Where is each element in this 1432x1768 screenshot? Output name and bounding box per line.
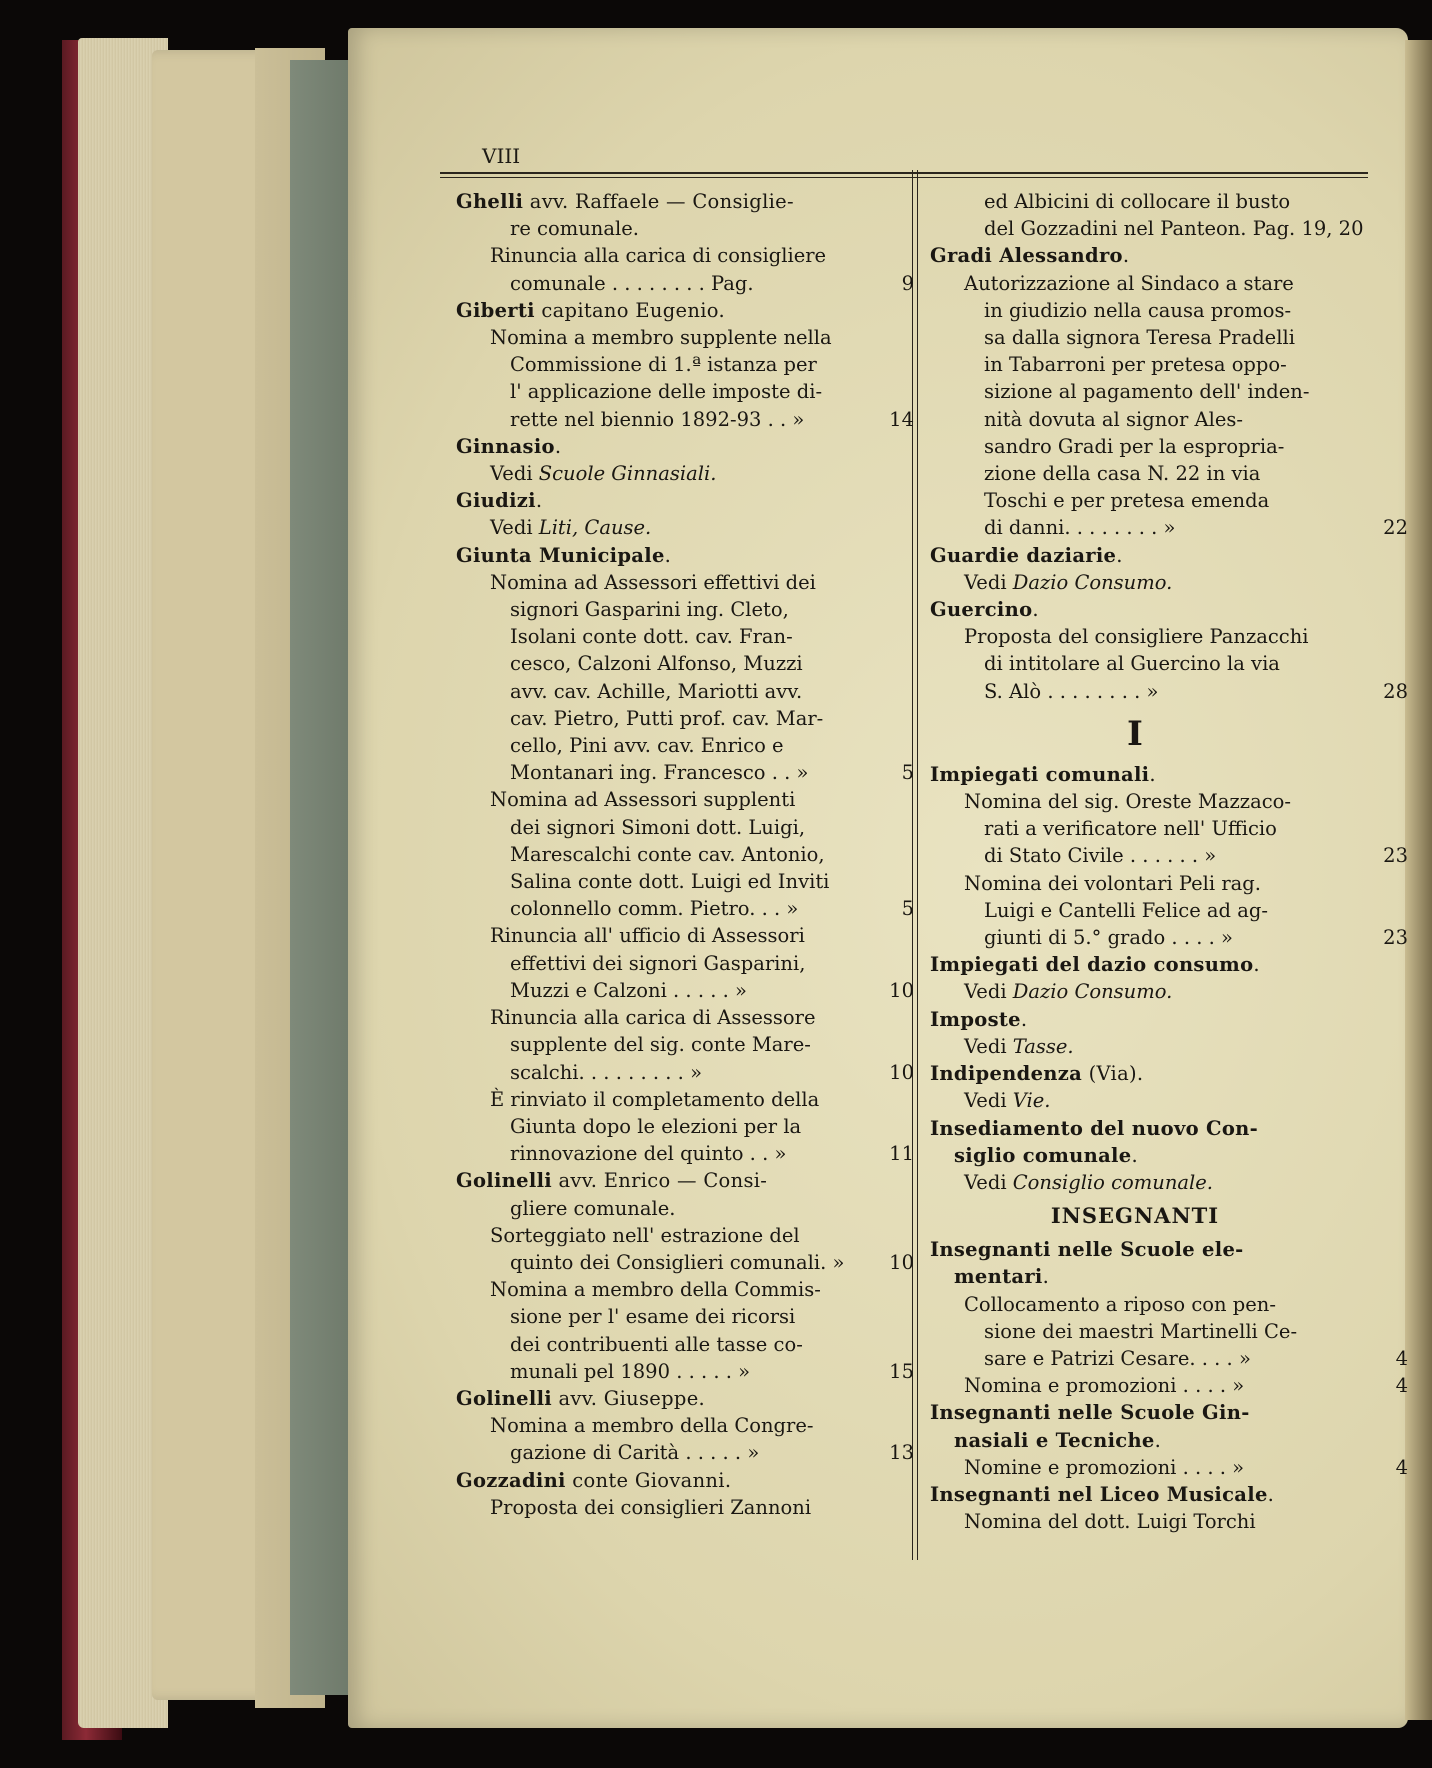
index-continuation xyxy=(930,406,1380,433)
index-entry-heading xyxy=(456,188,906,215)
index-continuation xyxy=(456,351,906,378)
entry-name: Gozzadini xyxy=(456,1468,566,1492)
index-continuation xyxy=(930,514,1408,541)
index-continuation xyxy=(456,732,906,759)
entry-text: cesco, Calzoni Alfonso, Muzzi xyxy=(510,652,803,676)
entry-qualifier: . xyxy=(1032,598,1039,622)
entry-text: rette nel biennio 1892-93 . . » xyxy=(510,407,805,431)
index-subentry xyxy=(930,788,1380,815)
index-subentry xyxy=(930,623,1380,650)
entry-text: ed Albicini di collocare il busto xyxy=(984,190,1291,213)
index-continuation xyxy=(456,977,914,1004)
entry-text: zione della casa N. 22 in via xyxy=(984,462,1261,486)
entry-text: Proposta dei consiglieri Zannoni xyxy=(490,1495,812,1519)
index-continuation xyxy=(456,814,906,841)
page-reference: 14 xyxy=(889,407,914,431)
entry-text: dei signori Simoni dott. Luigi, xyxy=(510,815,806,839)
index-continuation xyxy=(456,215,906,242)
entry-text: in Tabarroni per pretesa oppo- xyxy=(984,353,1287,377)
index-entry-heading xyxy=(930,1399,1380,1426)
entry-name: Insegnanti nelle Scuole Gin- xyxy=(930,1401,1250,1425)
entry-text: l' applicazione delle imposte di- xyxy=(510,380,823,404)
entry-qualifier: . xyxy=(1122,244,1130,268)
entry-text: re comunale. xyxy=(510,217,639,241)
entry-text: Nomina ad Assessori effettivi dei xyxy=(490,570,816,594)
index-continuation xyxy=(456,895,914,922)
index-entry-heading xyxy=(930,1060,1380,1087)
page-reference: 22 xyxy=(1383,516,1408,540)
entry-name: Impiegati del dazio consumo xyxy=(930,953,1254,977)
see-target: Consiglio comunale. xyxy=(1012,1170,1213,1194)
entry-name: Guardie daziarie xyxy=(930,543,1117,567)
entry-name: Ghelli xyxy=(456,190,524,213)
index-entry-heading xyxy=(456,487,906,514)
index-continuation xyxy=(930,378,1380,405)
index-entry-heading xyxy=(930,1481,1380,1508)
index-continuation xyxy=(456,759,914,786)
entry-text: munali pel 1890 . . . . . » xyxy=(510,1359,751,1383)
entry-name: Indipendenza xyxy=(930,1062,1083,1086)
entry-qualifier: . xyxy=(664,543,672,567)
entry-text: quinto dei Consiglieri comunali. » xyxy=(510,1250,845,1274)
index-entry-heading xyxy=(930,951,1380,978)
page-reference: 10 xyxy=(889,978,914,1002)
index-subentry xyxy=(930,1291,1380,1318)
entry-name: nasiali e Tecniche xyxy=(954,1428,1155,1452)
entry-text: sione dei maestri Martinelli Ce- xyxy=(984,1319,1298,1343)
index-entry-heading xyxy=(456,1167,906,1194)
index-continuation xyxy=(930,815,1380,842)
index-continuation xyxy=(456,1249,914,1276)
page-reference: 11 xyxy=(889,1142,914,1166)
entry-text: Marescalchi conte cav. Antonio, xyxy=(510,842,825,866)
index-continuation xyxy=(930,678,1408,705)
entry-name: Giunta Municipale xyxy=(456,543,665,567)
entry-name: mentari xyxy=(954,1265,1043,1289)
index-entry-heading xyxy=(456,1385,906,1412)
index-subentry xyxy=(456,1494,906,1521)
column-divider xyxy=(912,170,918,1560)
index-continuation xyxy=(930,924,1408,951)
index-entry-heading xyxy=(930,1142,1380,1169)
page-reference: 4 xyxy=(1395,1455,1408,1479)
see-prefix: Vedi xyxy=(964,570,1013,594)
index-entry-heading xyxy=(930,542,1380,569)
index-continuation xyxy=(456,868,906,895)
page-reference: 23 xyxy=(1383,844,1408,868)
entry-qualifier: . xyxy=(1020,1007,1028,1031)
entry-text: Nomina del sig. Oreste Mazzaco- xyxy=(964,790,1291,814)
page-reference: 13 xyxy=(889,1441,914,1465)
see-reference xyxy=(456,514,906,541)
index-subentry xyxy=(930,1454,1408,1481)
entry-text: Autorizzazione al Sindaco a stare xyxy=(964,271,1294,295)
entry-text: sione per l' esame dei ricorsi xyxy=(510,1305,796,1329)
entry-text: Nomina a membro supplente nella xyxy=(490,326,832,350)
index-continuation xyxy=(456,1439,914,1466)
index-continuation xyxy=(456,1358,914,1385)
see-target: Tasse. xyxy=(1012,1034,1074,1058)
index-subentry xyxy=(456,1276,906,1303)
entry-text: effettivi dei signori Gasparini, xyxy=(510,951,806,975)
entry-qualifier: . xyxy=(1267,1482,1275,1506)
see-reference xyxy=(930,569,1380,596)
entry-name: Ginnasio xyxy=(456,434,555,458)
entry-name: Gradi Alessandro xyxy=(930,244,1123,268)
index-continuation xyxy=(456,1195,906,1222)
see-reference xyxy=(930,978,1380,1005)
see-prefix: Vedi xyxy=(964,1170,1013,1194)
entry-qualifier: . xyxy=(1149,762,1156,786)
see-target: Liti, Cause. xyxy=(538,516,652,540)
entry-qualifier: (Via). xyxy=(1082,1062,1144,1086)
entry-text: Nomina a membro della Commis- xyxy=(490,1278,821,1302)
see-prefix: Vedi xyxy=(964,1089,1013,1113)
index-continuation xyxy=(456,1059,914,1086)
entry-qualifier: . xyxy=(1042,1265,1050,1289)
entry-text: gazione di Carità . . . . . » xyxy=(510,1441,760,1465)
index-continuation xyxy=(456,270,914,297)
entry-text: Proposta del consigliere Panzacchi xyxy=(964,625,1309,649)
index-continuation xyxy=(456,1331,906,1358)
entry-qualifier: . xyxy=(1253,953,1260,977)
entry-text: Toschi e per pretesa emenda xyxy=(984,489,1270,513)
entry-text: cav. Pietro, Putti prof. cav. Mar- xyxy=(510,706,824,730)
entry-qualifier: avv. Enrico — Consi- xyxy=(551,1169,768,1193)
index-continuation xyxy=(930,1318,1380,1345)
index-continuation xyxy=(930,433,1380,460)
entry-name: Golinelli xyxy=(456,1386,552,1410)
index-entry-heading xyxy=(456,297,906,324)
entry-text: Commissione di 1.ª istanza per xyxy=(510,353,817,377)
index-subentry xyxy=(456,1004,906,1031)
entry-text: rati a verificatore nell' Ufficio xyxy=(984,817,1277,841)
entry-text: Rinuncia all' ufficio di Assessori xyxy=(490,924,805,948)
index-entry-heading xyxy=(930,1427,1380,1454)
page-reference: 5 xyxy=(901,897,914,921)
index-entry-heading xyxy=(930,596,1380,623)
index-entry-heading xyxy=(930,761,1380,788)
index-subentry xyxy=(930,270,1380,297)
entry-name: Giudizi xyxy=(456,489,536,513)
left-index-column xyxy=(456,188,914,1521)
index-subentry xyxy=(456,1086,906,1113)
entry-text: supplente del sig. conte Mare- xyxy=(510,1033,811,1057)
entry-text: in giudizio nella causa promos- xyxy=(984,298,1292,322)
index-continuation xyxy=(930,650,1380,677)
see-target: Dazio Consumo. xyxy=(1012,570,1173,594)
entry-qualifier: . xyxy=(1116,543,1123,567)
right-index-column xyxy=(930,188,1408,1535)
index-continuation xyxy=(456,623,906,650)
index-continuation xyxy=(930,297,1380,324)
entry-text: avv. cav. Achille, Mariotti avv. xyxy=(510,679,803,703)
entry-text: Nomina dei volontari Peli rag. xyxy=(964,871,1261,895)
entry-text: cello, Pini avv. cav. Enrico e xyxy=(510,734,784,758)
page-reference: 9 xyxy=(901,271,914,295)
entry-text: colonnello comm. Pietro. . . » xyxy=(510,897,799,921)
entry-name: Golinelli xyxy=(456,1169,552,1193)
see-prefix: Vedi xyxy=(490,462,539,486)
entry-text: sizione al pagamento dell' inden- xyxy=(984,380,1310,404)
entry-text: gliere comunale. xyxy=(510,1196,676,1220)
entry-qualifier: avv. Raffaele — Consiglie- xyxy=(523,190,794,213)
entry-text: del Gozzadini nel Panteon. Pag. 19, 20 xyxy=(984,217,1364,241)
index-continuation xyxy=(456,1113,906,1140)
index-continuation xyxy=(456,378,906,405)
see-prefix: Vedi xyxy=(964,1034,1013,1058)
index-subentry xyxy=(456,786,906,813)
entry-text: Sorteggiato nell' estrazione del xyxy=(490,1223,800,1247)
section-title: INSEGNANTI xyxy=(1050,1203,1220,1229)
entry-text: Nomina ad Assessori supplenti xyxy=(490,788,796,812)
see-reference xyxy=(930,1033,1380,1060)
index-entry-heading xyxy=(456,542,906,569)
inserted-gray-leaf xyxy=(290,60,350,1695)
entry-text: Nomina a membro della Congre- xyxy=(490,1414,814,1438)
index-subentry xyxy=(930,870,1380,897)
entry-name: Giberti xyxy=(456,298,535,322)
entry-text: Muzzi e Calzoni . . . . . » xyxy=(510,978,747,1002)
index-continuation xyxy=(930,487,1380,514)
index-subentry xyxy=(456,1222,906,1249)
entry-text: di Stato Civile . . . . . . » xyxy=(984,844,1217,868)
entry-text: Rinuncia alla carica di Assessore xyxy=(490,1006,816,1030)
index-continuation xyxy=(456,1140,914,1167)
index-continuation xyxy=(456,841,906,868)
entry-text: Isolani conte dott. cav. Fran- xyxy=(510,625,793,649)
entry-text: Salina conte dott. Luigi ed Inviti xyxy=(510,870,830,894)
index-entry-heading xyxy=(930,1006,1380,1033)
entry-name: Insegnanti nel Liceo Musicale xyxy=(930,1482,1268,1506)
see-prefix: Vedi xyxy=(964,980,1013,1004)
see-target: Dazio Consumo. xyxy=(1012,980,1173,1004)
entry-name: Insegnanti nelle Scuole ele- xyxy=(930,1238,1244,1262)
entry-text: Nomina e promozioni . . . . » xyxy=(964,1374,1245,1398)
page-reference: 10 xyxy=(889,1250,914,1274)
index-continuation xyxy=(456,678,906,705)
entry-text: È rinviato il completamento della xyxy=(490,1087,820,1111)
index-continuation xyxy=(456,596,906,623)
entry-text: comunale . . . . . . . . Pag. xyxy=(510,271,754,295)
index-continuation xyxy=(930,188,1380,215)
entry-qualifier: . xyxy=(535,489,543,513)
entry-text: sandro Gradi per la espropria- xyxy=(984,434,1285,458)
entry-qualifier: capitano Eugenio. xyxy=(534,298,725,322)
page-reference: 4 xyxy=(1395,1374,1408,1398)
index-subentry xyxy=(456,922,906,949)
see-target: Vie. xyxy=(1012,1089,1051,1113)
index-continuation xyxy=(456,1031,906,1058)
entry-qualifier: conte Giovanni. xyxy=(565,1468,732,1492)
index-continuation xyxy=(456,950,906,977)
index-subentry xyxy=(930,1372,1408,1399)
page-reference: 15 xyxy=(889,1359,914,1383)
index-continuation xyxy=(930,460,1380,487)
index-continuation xyxy=(456,1303,906,1330)
entry-text: sare e Patrizi Cesare. . . . » xyxy=(984,1346,1251,1370)
next-page-edge xyxy=(1405,40,1432,1720)
entry-text: giunti di 5.° grado . . . . » xyxy=(984,926,1233,950)
page-reference: 10 xyxy=(889,1060,914,1084)
index-continuation xyxy=(930,1345,1408,1372)
index-subentry xyxy=(456,324,906,351)
index-continuation xyxy=(930,215,1380,242)
page-reference: 28 xyxy=(1383,679,1408,703)
entry-qualifier: avv. Giuseppe. xyxy=(551,1386,706,1410)
see-target: Scuole Ginnasiali. xyxy=(538,462,717,486)
index-continuation xyxy=(930,842,1408,869)
entry-name: Imposte xyxy=(930,1007,1021,1031)
entry-text: sa dalla signora Teresa Pradelli xyxy=(984,326,1295,350)
entry-text: Luigi e Cantelli Felice ad ag- xyxy=(984,898,1268,922)
index-entry-heading xyxy=(930,1236,1380,1263)
entry-text: Nomina del dott. Luigi Torchi xyxy=(964,1510,1256,1534)
page-reference: 5 xyxy=(901,761,914,785)
index-continuation xyxy=(930,324,1380,351)
entry-name: Insediamento del nuovo Con- xyxy=(930,1116,1259,1140)
entry-name: siglio comunale xyxy=(954,1143,1132,1167)
section-letter: I xyxy=(1127,713,1143,754)
index-entry-heading xyxy=(930,1263,1380,1290)
index-subentry xyxy=(456,569,906,596)
entry-qualifier: . xyxy=(1131,1143,1138,1167)
page-reference: 23 xyxy=(1383,926,1408,950)
index-continuation xyxy=(456,406,914,433)
see-prefix: Vedi xyxy=(490,516,539,540)
see-reference xyxy=(930,1169,1380,1196)
index-continuation xyxy=(456,705,906,732)
entry-text: dei contribuenti alle tasse co- xyxy=(510,1332,803,1356)
entry-name: Impiegati comunali xyxy=(930,762,1150,786)
entry-text: scalchi. . . . . . . . . » xyxy=(510,1060,703,1084)
index-continuation xyxy=(930,897,1380,924)
index-subentry xyxy=(456,242,906,269)
page-reference: 4 xyxy=(1395,1346,1408,1370)
see-reference xyxy=(930,1087,1380,1114)
index-entry-heading xyxy=(930,1115,1380,1142)
page-number: VIII xyxy=(482,144,521,168)
entry-text: S. Alò . . . . . . . . » xyxy=(984,679,1159,703)
entry-qualifier: . xyxy=(1154,1428,1162,1452)
entry-text: rinnovazione del quinto . . » xyxy=(510,1142,787,1166)
entry-text: di danni. . . . . . . . » xyxy=(984,516,1176,540)
index-entry-heading xyxy=(456,433,906,460)
entry-text: Rinuncia alla carica di consigliere xyxy=(490,244,827,268)
entry-text: di intitolare al Guercino la via xyxy=(984,652,1280,676)
entry-qualifier: . xyxy=(554,434,562,458)
entry-text: nità dovuta al signor Ales- xyxy=(984,407,1243,431)
index-subentry xyxy=(930,1508,1380,1535)
header-rule xyxy=(440,172,1368,178)
entry-text: Collocamento a riposo con pen- xyxy=(964,1292,1276,1316)
see-reference xyxy=(456,460,906,487)
index-subentry xyxy=(456,1412,906,1439)
index-continuation xyxy=(930,351,1380,378)
entry-text: signori Gasparini ing. Cleto, xyxy=(510,598,789,622)
entry-name: Guercino xyxy=(930,598,1033,622)
index-entry-heading xyxy=(930,242,1380,269)
index-continuation xyxy=(456,650,906,677)
entry-text: Giunta dopo le elezioni per la xyxy=(510,1114,802,1138)
entry-text: Nomine e promozioni . . . . » xyxy=(964,1455,1245,1479)
index-entry-heading xyxy=(456,1467,906,1494)
entry-text: Montanari ing. Francesco . . » xyxy=(510,761,809,785)
